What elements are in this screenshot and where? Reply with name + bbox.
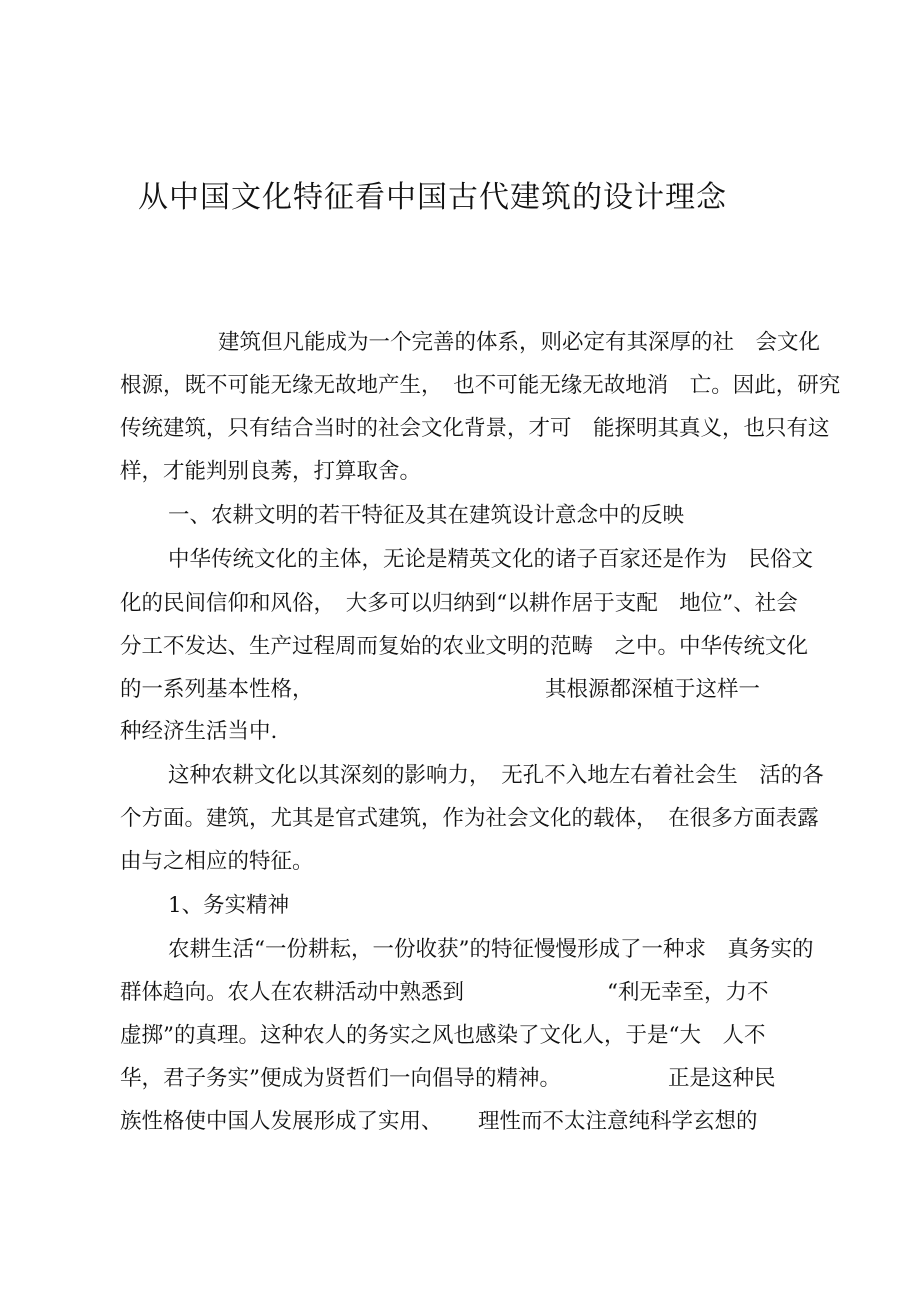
paragraph-4-line-3: 虚掷”的真理。这种农人的务实之风也感染了文化人，于是“大 人不 [120,1023,766,1048]
paragraph-3-line-3: 由与之相应的特征。 [120,849,314,874]
paragraph-2-line-4b: 其根源都深植于这样一 [545,677,761,702]
paragraph-4-line-5b: 理性而不太注意纯科学玄想的 [478,1109,758,1134]
paragraph-4-line-5a: 族性格使中国人发展形成了实用、 [120,1109,443,1134]
paragraph-3-line-1: 这种农耕文化以其深刻的影响力， 无孔不入地左右着社会生 活的各 [168,763,824,788]
subsection-heading-1: 1、务实精神 [168,893,290,918]
paragraph-2-line-3: 分工不发达、生产过程周而复始的农业文明的范畴 之中。中华传统文化 [120,634,809,659]
document-title: 从中国文化特征看中国古代建筑的设计理念 [138,180,727,215]
paragraph-4-line-2b: “利无幸至，力不 [607,980,769,1005]
paragraph-1-line-1: 建筑但凡能成为一个完善的体系，则必定有其深厚的社 会文化 [218,330,821,355]
paragraph-4-line-4b: 正是这种民 [668,1066,776,1091]
paragraph-2-line-1: 中华传统文化的主体，无论是精英文化的诸子百家还是作为 民俗文 [168,547,814,572]
paragraph-1-line-4: 样，才能判别良莠，打算取舍。 [120,459,422,484]
paragraph-4-line-2a: 群体趋向。农人在农耕活动中熟悉到 [120,980,465,1005]
paragraph-2-line-2: 化的民间信仰和风俗， 大多可以归纳到“以耕作居于支配 地位”、社会 [120,591,798,616]
paragraph-4-line-1: 农耕生活“一份耕耘，一份收获”的特征慢慢形成了一种求 真务实的 [168,937,814,962]
paragraph-1-line-2: 根源，既不可能无缘无故地产生， 也不可能无缘无故地消 亡。因此，研究 [120,373,841,398]
paragraph-3-line-2: 个方面。建筑，尤其是官式建筑，作为社会文化的载体， 在很多方面表露 [120,806,819,831]
section-heading-1: 一、农耕文明的若干特征及其在建筑设计意念中的反映 [168,503,685,528]
paragraph-1-line-3: 传统建筑，只有结合当时的社会文化背景，才可 能探明其真义，也只有这 [120,416,830,441]
paragraph-2-line-5: 种经济生活当中. [120,719,278,744]
paragraph-2-line-4a: 的一系列基本性格， [120,677,314,702]
paragraph-4-line-4a: 华，君子务实”便成为贤哲们一向倡导的精神。 [120,1066,561,1091]
